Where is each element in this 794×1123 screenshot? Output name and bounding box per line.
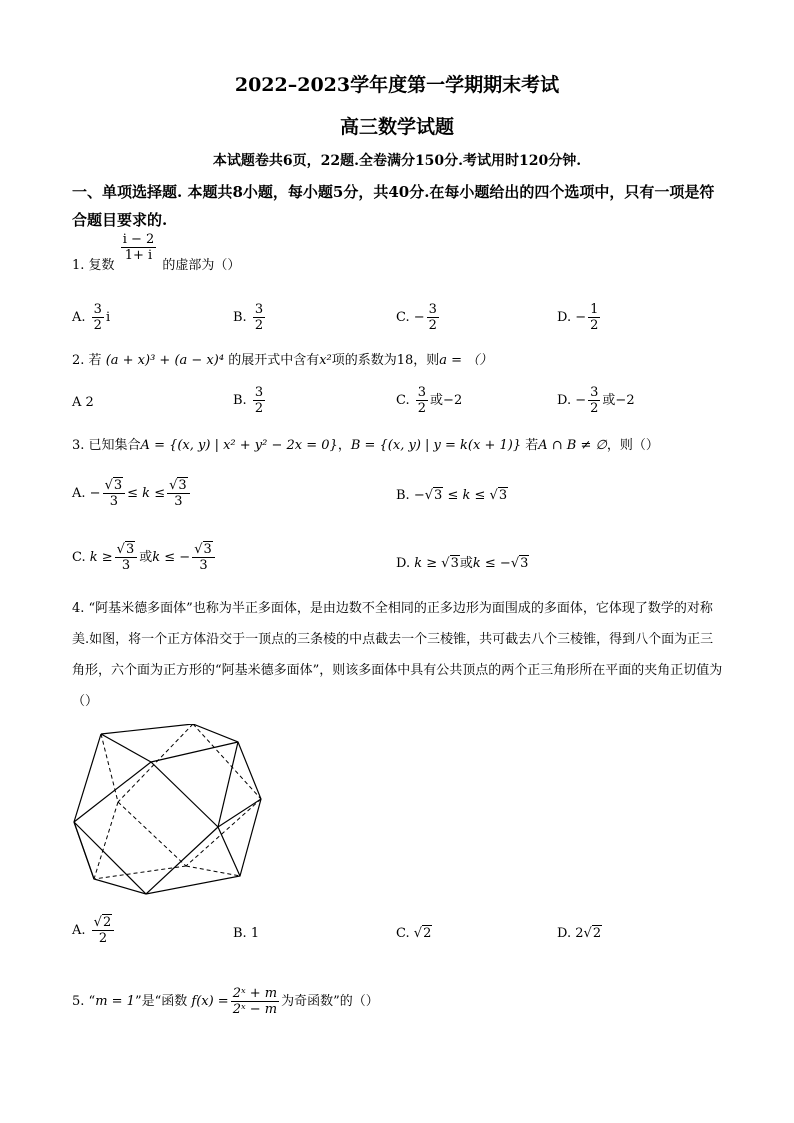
q1-option-c <box>396 302 441 333</box>
q2-b-num: 3 <box>254 385 264 400</box>
q3-c-frac2: $\frac{√3}{3}$ <box>192 542 215 573</box>
q3-b-label: B. <box>396 488 410 503</box>
q2-prefix: 2. 若 <box>72 353 102 368</box>
q3-option-a <box>72 478 192 509</box>
q3-c-frac1: $\frac{√3}{3}$ <box>115 542 138 573</box>
q3-a-frac2: $\frac{√3}{3}$ <box>167 478 190 509</box>
q1-a-frac <box>92 302 104 333</box>
q4-option-a <box>72 915 116 946</box>
q2-mid: 的展开式中含有 <box>228 353 320 368</box>
question-4: 4. “阿基米德多面体”也称为半正多面体，是由边数不全相同的正多边形为面围成的多面体，它体现了数学的对称美.如图，将一个正方体沿交于一顶点的三条棱的中点截去一个三棱锥，共可截去八个三棱锥，得到八个面为正三角形，六个面为正方形的“阿基米德多面体”，则该多面体中具有公共顶点的两个正三角形所在平面的夹角正切值为（） <box>72 601 723 709</box>
q1-option-a <box>72 302 110 333</box>
q3-c-pre2: k ≤ − <box>152 550 191 565</box>
q1-a-num: 3 <box>93 302 102 317</box>
q3-d-r2: 3 <box>520 556 529 571</box>
q2-d-den: 2 <box>590 401 599 416</box>
q1-c-frac <box>427 302 439 333</box>
q3-a-mid: ≤ k ≤ <box>127 486 166 501</box>
question-1 <box>72 232 241 281</box>
q1-suffix: 的虚部为（） <box>162 258 241 273</box>
q3-b-r2: 3 <box>498 488 508 503</box>
q4-d-r: 2 <box>592 926 602 941</box>
q4-option-c: C. √2 <box>396 926 432 941</box>
q3-cond-expr: A ∩ B ≠ ∅ <box>538 438 607 453</box>
q3-a-den: 3 <box>109 494 118 509</box>
q3-c-num: 3 <box>125 542 135 557</box>
q1-b-frac <box>253 302 265 333</box>
q4-a-label: A. <box>72 923 86 938</box>
exam-title: 2022–2023学年度第一学期期末考试 <box>234 74 560 96</box>
q1-frac-num: i − 2 <box>122 232 155 247</box>
q3-c-mid: 或 <box>139 550 153 565</box>
q3-c-den2: 3 <box>199 558 208 573</box>
q3-c-label: C. <box>72 550 86 565</box>
q5-fx: f(x) = <box>191 994 229 1009</box>
q3-suffix: ，则（） <box>606 438 659 453</box>
edge <box>151 742 238 762</box>
section-heading: 一、单项选择题. 本题共8小题，每小题5分，共40分.在每小题给出的四个选项中，只有一项是符合题目要求的. <box>72 183 715 229</box>
q1-d-frac <box>588 302 600 333</box>
question-5 <box>72 986 379 1017</box>
q4-d-label: D. <box>557 926 572 941</box>
q1-b-den: 2 <box>254 318 264 333</box>
q3-c-pre: k ≥ <box>89 550 113 565</box>
q3-b-sign: − <box>413 488 425 503</box>
q1-a-den: 2 <box>93 318 102 333</box>
q5-prefix: 5. “ <box>72 994 96 1009</box>
q3-a-sign: − <box>89 486 101 501</box>
q4-c-r: 2 <box>423 926 432 941</box>
q1-a-tail: i <box>105 310 111 325</box>
q2-d-frac <box>588 385 600 416</box>
q1-d-den: 2 <box>590 318 599 333</box>
q4-option-b: B. 1 <box>233 926 260 941</box>
q2-term: x² <box>319 353 332 368</box>
q2-b-label: B. <box>233 393 247 408</box>
edge <box>218 827 240 876</box>
exam-note: 本试题卷共6页，22题.全卷满分150分.考试用时120分钟. <box>212 153 582 169</box>
q1-d-sign: − <box>575 310 587 325</box>
q3-option-d: D. k ≥ √3或k ≤ −√3 <box>396 556 529 571</box>
q5-mid: ”是“函数 <box>134 994 188 1009</box>
q3-set-a: A = {(x, y) | x² + y² − 2x = 0} <box>140 438 338 453</box>
q3-a-den2: 3 <box>174 494 183 509</box>
q1-b-label: B. <box>233 310 247 325</box>
q2-option-a: A 2 <box>72 395 94 410</box>
q2-option-d <box>557 385 635 416</box>
q1-d-num: 1 <box>590 302 599 317</box>
hidden-edge <box>186 866 240 876</box>
q3-cond: 若 <box>525 438 539 453</box>
q4-a-num: 2 <box>102 915 112 930</box>
q3-d-pre: k ≥ <box>414 556 438 571</box>
q5-suffix: 为奇函数”的（） <box>281 994 379 1009</box>
q2-d-label: D. <box>557 393 572 408</box>
q3-c-den: 3 <box>121 558 131 573</box>
q3-prefix: 3. 已知集合 <box>72 438 141 453</box>
q2-d-sign: − <box>575 393 587 408</box>
q1-option-d <box>557 302 602 333</box>
q4-d-pre: 2 <box>575 926 584 941</box>
q3-option-c <box>72 542 217 573</box>
q2-c-label: C. <box>396 393 410 408</box>
q1-option-b <box>233 302 267 333</box>
question-3 <box>72 437 659 455</box>
q1-c-den: 2 <box>428 318 437 333</box>
q3-b-mid: ≤ k ≤ <box>447 488 486 503</box>
q3-sep: ， <box>337 438 351 453</box>
q1-c-num: 3 <box>428 302 437 317</box>
hidden-edge <box>101 734 118 802</box>
q1-prefix: 1. 复数 <box>72 258 115 273</box>
q2-b-den: 2 <box>254 401 264 416</box>
q3-c-num2: 3 <box>203 542 212 557</box>
q5-cond: m = 1 <box>95 994 135 1009</box>
q5-num: 2ˣ + m <box>232 986 278 1001</box>
q2-d-tail: 或−2 <box>602 393 635 408</box>
hidden-edge <box>94 866 186 879</box>
q1-fraction <box>121 232 157 263</box>
q3-b-r1: 3 <box>434 488 443 503</box>
hidden-edge <box>186 799 261 866</box>
q3-d-mid: 或 <box>459 556 473 571</box>
q2-option-c <box>396 385 462 416</box>
q4-option-d: D. 2√2 <box>557 926 602 941</box>
q2-c-frac <box>416 385 428 416</box>
q1-a-label: A. <box>72 310 86 325</box>
edge <box>218 742 238 827</box>
q3-d-r1: 3 <box>450 556 459 571</box>
q1-d-label: D. <box>557 310 572 325</box>
question-2 <box>72 352 492 370</box>
edge <box>101 734 151 762</box>
q2-option-b <box>233 385 267 416</box>
exam-subtitle: 高三数学试题 <box>339 116 454 138</box>
edge <box>74 822 94 879</box>
edge <box>74 762 151 822</box>
hidden-edge <box>118 802 186 866</box>
q2-expr: (a + x)³ + (a − x)⁴ <box>105 353 225 368</box>
q1-c-sign: − <box>413 310 425 325</box>
q3-d-pre2: k ≤ − <box>472 556 511 571</box>
q1-b-num: 3 <box>254 302 264 317</box>
q2-c-tail: 或−2 <box>430 393 463 408</box>
q5-frac <box>231 986 279 1017</box>
edge <box>146 827 218 894</box>
q2-suffix: 项的系数为18，则 <box>331 353 440 368</box>
edge <box>151 762 218 827</box>
q3-a-label: A. <box>72 486 86 501</box>
q3-set-b: B = {(x, y) | y = k(x + 1)} <box>350 438 522 453</box>
q3-option-b: B. −√3 ≤ k ≤ √3 <box>396 488 508 503</box>
q4-a-frac: $\frac{√2}{2}$ <box>92 915 115 946</box>
outline-edge <box>74 724 261 894</box>
q4-c-label: C. <box>396 926 410 941</box>
q2-d-num: 3 <box>590 385 599 400</box>
hidden-edge <box>118 724 193 802</box>
q3-d-label: D. <box>396 556 411 571</box>
q2-tail: a = （） <box>439 353 493 368</box>
q2-c-den: 2 <box>417 401 427 416</box>
q1-c-label: C. <box>396 310 410 325</box>
q3-a-num: 3 <box>113 478 123 493</box>
q1-frac-den: 1+ i <box>124 248 153 263</box>
q5-den: 2ˣ − m <box>232 1002 278 1017</box>
q4-a-den: 2 <box>98 931 108 946</box>
q3-a-frac1: $\frac{√3}{3}$ <box>103 478 126 509</box>
q2-c-num: 3 <box>417 385 427 400</box>
q2-b-frac <box>253 385 265 416</box>
hidden-edge <box>94 802 118 879</box>
polyhedron-figure <box>68 724 268 899</box>
q3-a-num2: 3 <box>178 478 187 493</box>
